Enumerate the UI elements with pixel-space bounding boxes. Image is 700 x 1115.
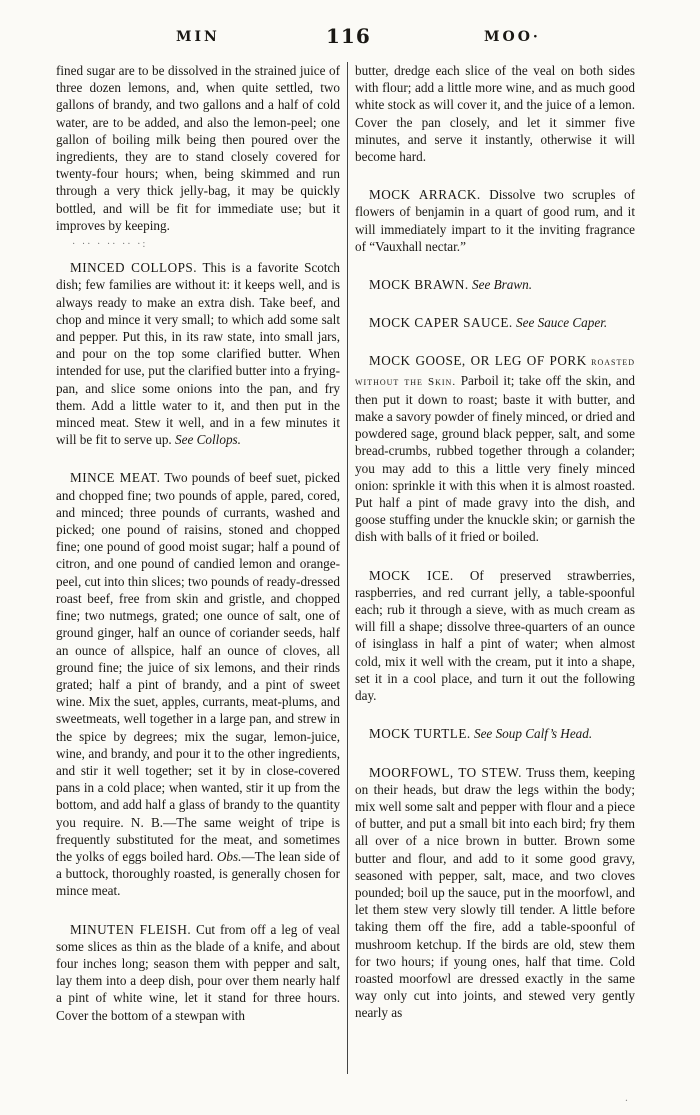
entry-body: Truss them, keeping on their heads, but draw the legs within the body; mix well some salt and pepper with flour and a piece of butter, and put a small bit into each bird; fry them all over of a nice brown in butter. Brown some butter and flour, and add to it some good gravy, seasoned with pepper, salt, mace, and two cloves pounded; boil up the sauce, put in the moorfowl, and let them stew very slowly till tender. A little before taking them off the fire, add a table-spoonful of mushroom ketchup. If the birds are old, stew them for two hours; if young ones, half that time. Cold roasted moorfowl are dressed exactly in the same way only cut into joints, and stewed very gently nearly as	[355, 764, 635, 1021]
entry-headword: MOCK CAPER SAUCE.	[369, 315, 513, 331]
entry-mock-ice	[355, 567, 635, 705]
cross-reference: See Brawn.	[472, 277, 533, 293]
entry-body: Dissolve two scruples of flowers of benjamin in a quart of good rum, and it will immediately impart to it the inviting fragrance of “Vauxhall nectar.”	[355, 187, 636, 254]
entry-body: This is a favorite Scotch dish; few families are without it: it keeps well, and is always ready to make an extra dish. Take beef, and chop and mince it very small; to which add some salt and pepper. Put this, in its raw state, into small jars, and pour on the top some clarified butter. When intended for use, put the clarified butter into a frying-pan, and slice some onions into the pan, and fry them. Add a little water to it, and then put in the minced meat. Stew it well, and in a few minutes it will be fit to serve up.	[56, 260, 341, 448]
page-number: 116	[326, 24, 371, 48]
entry-headword: MOCK GOOSE, OR LEG OF PORK	[369, 353, 587, 369]
obs-body: —The lean side of a buttock, thoroughly roasted, is generally chosen for mince meat.	[56, 848, 340, 899]
left-column	[56, 62, 340, 1045]
entry-mock-turtle	[355, 725, 635, 742]
continued-entry	[56, 62, 340, 234]
entry-headword: MOCK ARRACK.	[369, 187, 481, 203]
entry-headword: MOORFOWL, TO STEW.	[369, 764, 522, 780]
entry-body: Cut from off a leg of veal some slices as thin as the blade of a knife, and about four inches long; season them with pepper and salt, lay them into a deep dish, pour over them nearly half a pint of white wine, let it stand for three hours. Cover the bottom of a stewpan with	[56, 921, 341, 1023]
entry-body: butter, dredge each slice of the veal on both sides with flour; add a little more wine, and as much good white stock as will cover it, and the juice of a lemon. Cover the pan closely, and let it simmer five minutes, and serve it instantly, otherwise it will become hard.	[355, 63, 635, 165]
header-right-guide-word: MOO·	[484, 29, 541, 45]
obs-label: Obs.	[216, 848, 242, 864]
entry-headword: MINCED COLLOPS.	[70, 260, 198, 276]
running-header	[56, 24, 660, 54]
entry-body: Two pounds of beef suet, picked and chopped fine; two pounds of apple, pared, cored, and minced; three pounds of currants, washed and picked; one pound of raisins, stoned and chopped fine; one pound of good moist sugar; half a pound of citron, and one pound of candied lemon and orange-peel, cut into thin slices; two pounds of ready-dressed roast beef, free from skin and gristle, and chopped fine; two nutmegs, grated; one ounce of salt, one of ground ginger, half an ounce of coriander seeds, half an ounce of allspice, half an ounce of cloves, all ground fine; the juice of six lemons, and their rinds grated; half a pint of brandy, and a pint of sweet wine. Mix the suet, apples, currants, meat-plums, and sweetmeats, well together in a large pan, and strew in the spice by degrees; mix the sugar, lemon-juice, wine, and brandy, and pour it to the other ingredients, and stir it well together; set it by in close-covered pans in a cold place; when wanted, stir it up from the bottom, and add half a glass of brandy to the quantity you require. N. B.—The same weight of tripe is frequently substituted for the meat, and sometimes the yolks of eggs boiled hard.	[56, 470, 340, 864]
entry-mince-meat	[56, 469, 340, 899]
entry-subhead: roasted without the Skin.	[355, 356, 635, 388]
continued-entry	[355, 62, 635, 165]
entry-headword: MOCK ICE.	[369, 567, 454, 583]
entry-headword: MINCE MEAT.	[70, 470, 161, 486]
entry-minuten-fleish	[56, 921, 340, 1024]
right-column	[355, 62, 635, 1043]
entry-body: Parboil it; take off the skin, and then put it down to roast; baste it with butter, and make a savory powder of finely minced, or dried and powdered sage, ground black pepper, salt, and some bread-crumbs, rubbed together through a colander; you may add to this a little very finely minced onion: sprinkle it with this when it is almost roasted. Put half a pint of made gravy into the dish, and goose stuffing under the knuckle skin; or garnish the dish with balls of it fried or boiled.	[355, 372, 636, 545]
cross-reference: See Soup Calf’s Head.	[473, 726, 593, 742]
entry-mock-arrack	[355, 186, 635, 255]
cross-reference: See Collops.	[175, 432, 241, 448]
entry-headword: MINUTEN FLEISH.	[70, 921, 192, 937]
entry-mock-caper-sauce	[355, 314, 635, 331]
header-left-guide-word: MIN	[176, 29, 220, 45]
column-divider	[347, 62, 348, 1074]
entry-mock-brawn	[355, 276, 635, 293]
cross-reference: See Sauce Caper.	[516, 315, 608, 331]
footer-mark: ·	[624, 1096, 628, 1107]
entry-body: fined sugar are to be dissolved in the strained juice of three dozen lemons, and, when quite settled, two gallons of brandy, and two gallons and a half of cold water, are to be added, and also the lemon-peel; one gallon of boiling milk being then poured over the ingredients, they are to stand closely covered for twenty-four hours; when, being skimmed and run through a very thick jelly-bag, it may be quickly bottled, and will be fit for immediate use; but it improves by keeping.	[56, 63, 340, 233]
entry-headword: MOCK TURTLE.	[369, 726, 471, 742]
entry-headword: MOCK BRAWN.	[369, 277, 469, 293]
print-specks: · ·· · ·· ·· ·:	[72, 239, 148, 251]
entry-minced-collops	[56, 259, 340, 448]
entry-moorfowl	[355, 764, 635, 1022]
entry-mock-goose	[355, 352, 635, 545]
entry-body: Of preserved strawberries, raspberries, and red currant jelly, a table-spoonful each; rub it through a sieve, with as much cream as will fill a shape; dissolve three-quarters of an ounce of isinglass in half a pint of water; when almost cold, mix it well with the cream, put it into a shape, set it in a cool place, and turn it out the following day.	[355, 567, 636, 704]
